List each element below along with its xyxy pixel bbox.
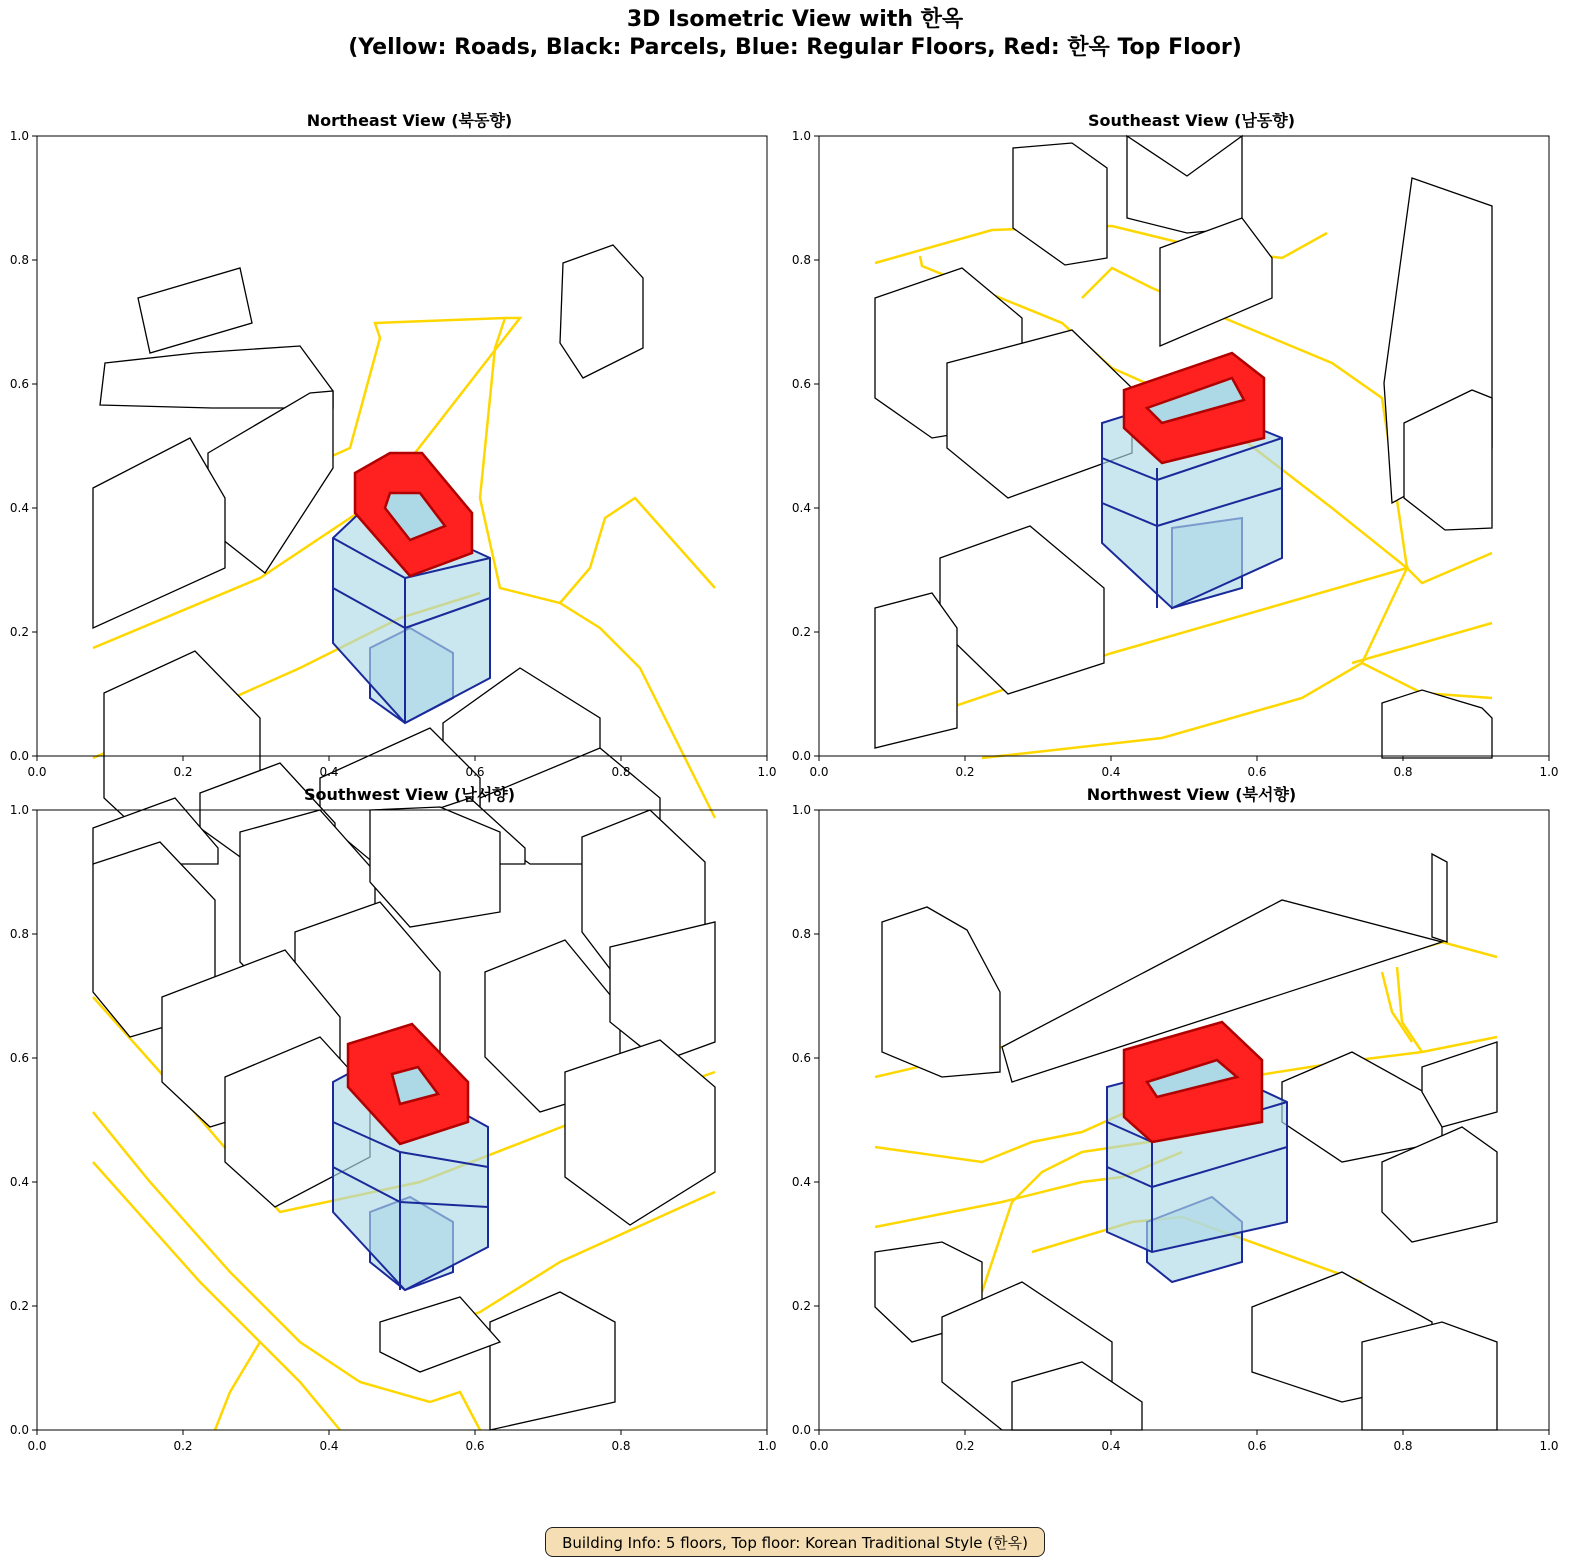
y-tick-label: 0.2 xyxy=(9,625,29,639)
y-tick-label: 0.0 xyxy=(9,749,29,763)
y-tick-label: 0.6 xyxy=(9,1051,29,1065)
x-tick-label: 0.2 xyxy=(173,765,193,779)
x-tick-label: 0.2 xyxy=(955,1439,975,1453)
x-tick-label: 0.8 xyxy=(1393,1439,1413,1453)
y-tick-label: 0.4 xyxy=(791,1175,811,1189)
x-tick-label: 0.6 xyxy=(465,1439,485,1453)
x-tick-label: 0.4 xyxy=(1101,1439,1121,1453)
x-tick-label: 0.0 xyxy=(809,765,829,779)
x-tick-label: 0.4 xyxy=(319,1439,339,1453)
y-tick-label: 1.0 xyxy=(9,803,29,817)
y-tick-label: 0.0 xyxy=(9,1423,29,1437)
building-hanok-top-floor xyxy=(1124,1022,1262,1142)
y-tick-label: 0.0 xyxy=(791,749,811,763)
x-tick-label: 0.8 xyxy=(611,1439,631,1453)
x-tick-label: 0.0 xyxy=(27,1439,47,1453)
y-tick-label: 0.0 xyxy=(791,1423,811,1437)
isometric-plot xyxy=(782,782,1572,1472)
x-tick-label: 0.6 xyxy=(1247,1439,1267,1453)
figure-title-line2: (Yellow: Roads, Black: Parcels, Blue: Regular Floors, Red: 한옥 Top Floor) xyxy=(348,35,1242,60)
x-ticks xyxy=(809,756,1558,779)
x-tick-label: 0.2 xyxy=(173,1439,193,1453)
y-tick-label: 1.0 xyxy=(791,803,811,817)
isometric-plot xyxy=(782,108,1572,798)
x-tick-label: 1.0 xyxy=(1539,765,1559,779)
y-tick-label: 0.8 xyxy=(791,927,811,941)
y-tick-label: 1.0 xyxy=(9,129,29,143)
x-tick-label: 0.0 xyxy=(809,1439,829,1453)
y-tick-label: 0.2 xyxy=(9,1299,29,1313)
x-tick-label: 0.8 xyxy=(611,765,631,779)
y-ticks xyxy=(792,803,819,1437)
building-info-box: Building Info: 5 floors, Top floor: Korean Traditional Style (한옥) xyxy=(545,1527,1045,1557)
y-tick-label: 0.2 xyxy=(791,625,811,639)
panel-northeast xyxy=(0,108,790,798)
x-tick-label: 0.6 xyxy=(1247,765,1267,779)
x-tick-label: 0.6 xyxy=(465,765,485,779)
x-tick-label: 0.4 xyxy=(1101,765,1121,779)
figure-title xyxy=(0,6,1590,62)
panel-southeast xyxy=(782,108,1572,798)
panel-northwest xyxy=(782,782,1572,1472)
y-tick-label: 0.8 xyxy=(9,927,29,941)
y-tick-label: 1.0 xyxy=(791,129,811,143)
panel-title: Southwest View (남서향) xyxy=(303,785,516,804)
y-tick-label: 0.6 xyxy=(791,1051,811,1065)
x-tick-label: 0.2 xyxy=(955,765,975,779)
panel-title: Southeast View (남동향) xyxy=(1087,111,1296,130)
y-tick-label: 0.4 xyxy=(791,501,811,515)
y-ticks xyxy=(10,129,37,763)
x-tick-label: 1.0 xyxy=(1539,1439,1559,1453)
panel-southwest xyxy=(0,782,790,1472)
y-ticks xyxy=(792,129,819,763)
y-tick-label: 0.2 xyxy=(791,1299,811,1313)
x-tick-label: 0.4 xyxy=(319,765,339,779)
x-ticks xyxy=(27,1430,776,1453)
figure-title-line1: 3D Isometric View with 한옥 xyxy=(626,7,964,32)
y-tick-label: 0.4 xyxy=(9,501,29,515)
x-tick-label: 0.0 xyxy=(27,765,47,779)
y-tick-label: 0.8 xyxy=(791,253,811,267)
y-tick-label: 0.6 xyxy=(791,377,811,391)
y-tick-label: 0.8 xyxy=(9,253,29,267)
panel-title: Northeast View (북동향) xyxy=(306,111,513,130)
panel-title: Northwest View (북서향) xyxy=(1086,785,1297,804)
x-tick-label: 1.0 xyxy=(757,1439,777,1453)
y-tick-label: 0.6 xyxy=(9,377,29,391)
x-tick-label: 1.0 xyxy=(757,765,777,779)
y-ticks xyxy=(10,803,37,1437)
x-ticks xyxy=(809,1430,1558,1453)
isometric-plot xyxy=(0,108,790,798)
isometric-plot xyxy=(0,782,790,1472)
x-tick-label: 0.8 xyxy=(1393,765,1413,779)
y-tick-label: 0.4 xyxy=(9,1175,29,1189)
